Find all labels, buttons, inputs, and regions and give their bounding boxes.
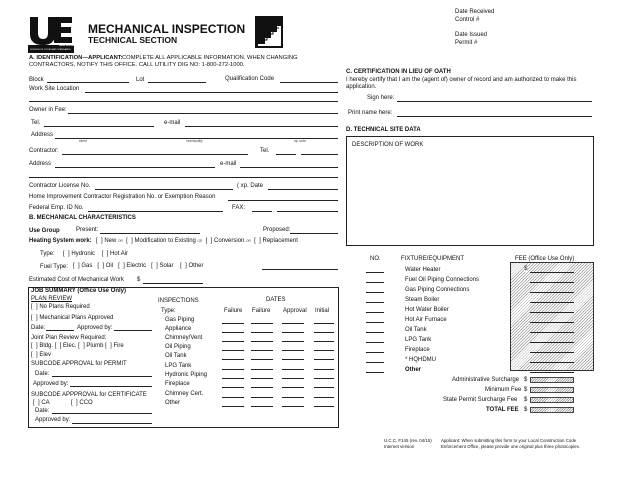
inspection-row-label: Chimney/Vent bbox=[165, 335, 203, 341]
section-d-heading: D. TECHNICAL SITE DATA bbox=[346, 127, 421, 133]
fixture-row-label: Oil Tank bbox=[405, 327, 427, 333]
inspection-date-field[interactable] bbox=[314, 397, 334, 398]
certificate-options-row bbox=[33, 400, 93, 406]
present-label: Present: bbox=[76, 227, 99, 233]
estimated-cost-dollar: $ bbox=[137, 277, 141, 283]
work-site-location-label: Work Site Location bbox=[29, 86, 80, 92]
inspections-heading: INSPECTIONS bbox=[158, 298, 199, 304]
fixture-row-label: Other bbox=[405, 367, 422, 373]
inspection-date-field[interactable] bbox=[251, 359, 273, 360]
inspection-date-field[interactable] bbox=[282, 378, 304, 379]
hydronic-checkbox[interactable]: [ ] bbox=[63, 251, 70, 257]
inspection-date-field[interactable] bbox=[222, 406, 244, 407]
modification-checkbox[interactable]: [ ] bbox=[124, 238, 133, 244]
applicant-note-2: Enforcement Office, please provide one original plus three photocopies. bbox=[441, 444, 581, 449]
no-column-heading: NO. bbox=[370, 256, 381, 262]
inspection-date-field[interactable] bbox=[251, 341, 273, 342]
fixture-row-label: Gas Piping Connections bbox=[405, 287, 470, 293]
fixture-fee-field[interactable] bbox=[530, 362, 574, 363]
work-site-location-field[interactable] bbox=[85, 92, 338, 93]
inspection-date-field[interactable] bbox=[314, 387, 334, 388]
fixture-row-label: * HQHDMU bbox=[405, 357, 436, 363]
electric-checkbox[interactable]: [ ] bbox=[114, 263, 125, 269]
plan-approved-by-field[interactable] bbox=[114, 330, 152, 331]
mech-plans-row bbox=[31, 315, 113, 321]
plumb-label: Plumb bbox=[86, 343, 104, 349]
fee-dollar-sign: $ bbox=[524, 266, 528, 272]
plan-approved-by-label: Approved by: bbox=[77, 325, 113, 331]
fixture-quantity-field[interactable] bbox=[366, 352, 384, 353]
heating-options-row bbox=[96, 238, 298, 244]
section-b-heading: B. MECHANICAL CHARACTERISTICS bbox=[29, 215, 136, 221]
inspection-date-field[interactable] bbox=[282, 323, 304, 324]
plan-date-label: Date: bbox=[31, 325, 46, 331]
fixture-fee-field[interactable] bbox=[530, 282, 574, 283]
owner-in-fee-field[interactable] bbox=[68, 113, 338, 114]
fixture-fee-field[interactable] bbox=[530, 352, 574, 353]
fixture-quantity-field[interactable] bbox=[366, 292, 384, 293]
oil-checkbox[interactable]: [ ] bbox=[94, 263, 105, 269]
section-c-heading: C. CERTIFICATION IN LIEU OF OATH bbox=[346, 69, 451, 75]
state-permit-surcharge-dollar: $ bbox=[524, 397, 528, 403]
proposed-label: Proposed: bbox=[263, 227, 291, 233]
fixture-quantity-field[interactable] bbox=[366, 362, 384, 363]
replacement-option-label: Replacement bbox=[262, 238, 298, 244]
description-of-work-box[interactable] bbox=[346, 136, 594, 246]
contractor-label: Contractor: bbox=[29, 148, 59, 154]
inspection-date-field[interactable] bbox=[222, 369, 244, 370]
fixture-quantity-field[interactable] bbox=[366, 312, 384, 313]
license-no-label: Contractor License No. bbox=[29, 183, 91, 189]
inspection-date-field[interactable] bbox=[314, 350, 334, 351]
qualification-code-field[interactable] bbox=[280, 82, 338, 83]
fixture-row-label: Hot Water Boiler bbox=[405, 307, 449, 313]
inspection-date-field[interactable] bbox=[222, 341, 244, 342]
fixture-row-label: Fuel Oil Piping Connections bbox=[405, 277, 480, 283]
job-summary-title: JOB SUMMARY (Office Use Only) bbox=[31, 288, 127, 294]
cco-checkbox[interactable]: [ ] bbox=[51, 400, 78, 406]
total-fee-label: TOTAL FEE bbox=[486, 407, 519, 413]
license-no-field[interactable] bbox=[95, 189, 233, 190]
inspection-date-field[interactable] bbox=[222, 378, 244, 379]
or-label-3: OR bbox=[246, 239, 251, 243]
elev-checkbox[interactable]: [ ] bbox=[31, 352, 38, 358]
owner-in-fee-label: Owner in Fee: bbox=[29, 107, 67, 113]
owner-tel-field[interactable] bbox=[44, 126, 154, 127]
inspection-row-label: Appliance bbox=[165, 326, 192, 332]
inspection-date-field[interactable] bbox=[251, 332, 273, 333]
state-permit-surcharge-field[interactable] bbox=[530, 397, 574, 403]
federal-emp-id-field[interactable] bbox=[88, 211, 223, 212]
owner-email-label: e-mail bbox=[164, 120, 181, 126]
joint-plan-options-row bbox=[31, 343, 124, 349]
fixture-fee-field[interactable] bbox=[530, 272, 574, 273]
estimated-cost-field[interactable] bbox=[143, 283, 203, 284]
fixture-column-heading: FIXTURE/EQUIPMENT bbox=[401, 256, 465, 262]
block-label: Block bbox=[29, 77, 44, 83]
form-title: MECHANICAL INSPECTION bbox=[88, 22, 246, 36]
contractor-email-field[interactable] bbox=[240, 167, 338, 168]
plan-date-field[interactable] bbox=[46, 330, 74, 331]
minimum-fee-dollar: $ bbox=[524, 387, 528, 393]
certificate-date-label: Date: bbox=[35, 408, 50, 414]
approval-col: Approval bbox=[283, 308, 307, 314]
fixture-row-label: LPG Tank bbox=[405, 337, 432, 343]
fixture-quantity-field[interactable] bbox=[366, 342, 384, 343]
new-option-label: New bbox=[104, 238, 117, 244]
owner-tel-label: Tel. bbox=[31, 120, 41, 126]
fixture-fee-field[interactable] bbox=[530, 302, 574, 303]
inspection-row-label: LPG Tank bbox=[165, 363, 192, 369]
replacement-checkbox[interactable]: [ ] bbox=[252, 238, 261, 244]
certificate-date-field[interactable] bbox=[52, 413, 152, 414]
other-fuel-checkbox[interactable]: [ ] bbox=[175, 263, 187, 269]
fixture-quantity-field[interactable] bbox=[366, 302, 384, 303]
oil-option-label: Oil bbox=[105, 263, 114, 269]
section-a-instructions-1: COMPLETE ALL APPLICABLE INFORMATION. WHEN CHANGING bbox=[122, 55, 298, 61]
fixture-quantity-field[interactable] bbox=[366, 332, 384, 333]
inspection-date-field[interactable] bbox=[222, 387, 244, 388]
total-fee-dollar: $ bbox=[524, 407, 528, 413]
inspection-date-field[interactable] bbox=[282, 332, 304, 333]
ca-label: CA bbox=[41, 400, 50, 406]
federal-emp-id-label: Federal Emp. ID No. bbox=[29, 205, 84, 211]
solar-option-label: Solar bbox=[159, 263, 174, 269]
use-group-label: Use Group bbox=[29, 228, 60, 234]
lot-label: Lot bbox=[136, 77, 145, 83]
fax-label: FAX: bbox=[232, 205, 246, 211]
fixture-fee-field[interactable] bbox=[530, 292, 574, 293]
inspection-date-field[interactable] bbox=[282, 406, 304, 407]
hot-air-checkbox[interactable]: [ ] bbox=[96, 251, 109, 257]
no-plans-row bbox=[31, 304, 90, 310]
inspection-date-field[interactable] bbox=[222, 350, 244, 351]
contractor-address-label: Address bbox=[29, 161, 52, 167]
certificate-approved-by-field[interactable] bbox=[72, 423, 152, 424]
permit-date-field[interactable] bbox=[52, 376, 152, 377]
nj-dca-logo bbox=[28, 15, 77, 53]
admin-surcharge-field[interactable] bbox=[530, 377, 574, 383]
logo-caption: NEW JERSEY bbox=[59, 44, 77, 47]
fuel-type-label: Fuel Type: bbox=[40, 264, 68, 270]
inspection-date-field[interactable] bbox=[282, 350, 304, 351]
joint-plan-review-label: Joint Plan Review Required: bbox=[31, 335, 107, 341]
certification-text-1: I hereby certify that I am the (agent of) owner of record and am authorized to make this bbox=[346, 77, 577, 83]
lot-field[interactable] bbox=[148, 82, 206, 83]
mech-plans-checkbox[interactable]: [ ] bbox=[31, 315, 38, 321]
contractor-tel-field-2[interactable] bbox=[301, 154, 338, 155]
applicant-note-1: Applicant: When submitting this form to your Local Construction Code bbox=[441, 438, 577, 443]
inspection-date-field[interactable] bbox=[251, 397, 273, 398]
inspection-date-field[interactable] bbox=[282, 397, 304, 398]
conversion-option-label: Conversion bbox=[214, 238, 245, 244]
electric-option-label: Electric bbox=[126, 263, 147, 269]
certificate-approved-by-label: Approved by: bbox=[35, 417, 71, 423]
gas-checkbox[interactable]: [ ] bbox=[73, 263, 80, 269]
fixture-fee-field[interactable] bbox=[530, 332, 574, 333]
fixture-quantity-field[interactable] bbox=[366, 372, 384, 373]
block-field[interactable] bbox=[47, 82, 129, 83]
type-options-row bbox=[63, 251, 128, 257]
inspection-row-label: Other bbox=[165, 400, 181, 406]
hot-air-option-label: Hot Air bbox=[110, 251, 129, 257]
new-checkbox[interactable]: [ ] bbox=[96, 238, 103, 244]
inspection-row-label: Chimney Cert. bbox=[165, 391, 204, 397]
address-zip-caption: zip code bbox=[294, 139, 306, 143]
admin-surcharge-label: Administrative Surcharge bbox=[452, 377, 520, 383]
plumb-checkbox[interactable]: [ ] bbox=[78, 343, 85, 349]
fax-field-2[interactable] bbox=[277, 211, 338, 212]
inspection-date-field[interactable] bbox=[282, 387, 304, 388]
inspection-date-field[interactable] bbox=[251, 387, 273, 388]
ca-checkbox[interactable]: [ ] bbox=[33, 400, 40, 406]
cco-label: CCO bbox=[79, 400, 93, 406]
certification-text-2: application. bbox=[346, 84, 377, 90]
permit-number-label: Permit # bbox=[455, 40, 478, 46]
admin-surcharge-dollar: $ bbox=[524, 377, 528, 383]
plan-review-label: PLAN REVIEW bbox=[31, 296, 73, 302]
hydronic-option-label: Hydronic bbox=[71, 251, 96, 257]
no-plans-checkbox[interactable]: [ ] bbox=[31, 304, 38, 310]
fixture-row-label: Hot Air Furnace bbox=[405, 317, 447, 323]
fixture-quantity-field[interactable] bbox=[366, 282, 384, 283]
stairs-icon bbox=[255, 16, 283, 48]
home-improvement-field[interactable] bbox=[228, 200, 338, 201]
estimated-cost-label: Estimated Cost of Mechanical Work bbox=[29, 277, 124, 283]
inspection-date-field[interactable] bbox=[251, 323, 273, 324]
separator-line bbox=[29, 101, 338, 102]
modification-option-label: Modification to Existing bbox=[134, 238, 196, 244]
solar-checkbox[interactable]: [ ] bbox=[147, 263, 158, 269]
fixture-row-label: Steam Boiler bbox=[405, 297, 440, 303]
inspection-date-field[interactable] bbox=[251, 350, 273, 351]
failure-col-1: Failure bbox=[224, 308, 243, 314]
type-label: Type: bbox=[40, 251, 55, 257]
total-fee-field[interactable] bbox=[530, 407, 574, 413]
or-label-2: OR bbox=[197, 239, 203, 243]
address-street-caption: street bbox=[79, 139, 87, 143]
inspection-date-field[interactable] bbox=[222, 323, 244, 324]
inspection-row-label: Oil Piping bbox=[165, 344, 191, 350]
form-subtitle: TECHNICAL SECTION bbox=[88, 35, 178, 45]
failure-col-2: Failure bbox=[252, 308, 271, 314]
inspection-date-field[interactable] bbox=[314, 332, 334, 333]
fire-label: Fire bbox=[113, 343, 124, 349]
inspection-date-field[interactable] bbox=[282, 359, 304, 360]
inspection-date-field[interactable] bbox=[314, 323, 334, 324]
logo-subcaption: DIVISION OF CODES AND STANDARDS bbox=[30, 49, 71, 51]
inspection-row-label: Oil Tank bbox=[165, 353, 187, 359]
dates-heading: DATES bbox=[266, 297, 286, 303]
fax-field-1[interactable] bbox=[252, 211, 272, 212]
conversion-checkbox[interactable]: [ ] bbox=[204, 238, 213, 244]
exp-date-label: ( xp. Date bbox=[237, 183, 264, 189]
date-received-label: Date Received bbox=[455, 9, 495, 15]
fee-column-hatched-area bbox=[510, 262, 594, 371]
control-number-label: Control # bbox=[455, 17, 480, 23]
contractor-tel-field-1[interactable] bbox=[276, 154, 296, 155]
qualification-code-label: Qualification Code bbox=[225, 76, 275, 82]
bldg-label: Bldg. bbox=[39, 343, 54, 349]
address-municipality-caption: municipality bbox=[186, 139, 203, 143]
inspection-date-field[interactable] bbox=[314, 369, 334, 370]
elec-label: Elec. bbox=[63, 343, 77, 349]
contractor-email-label: e-mail bbox=[220, 161, 237, 167]
permit-approved-by-label: Approved by: bbox=[33, 381, 69, 387]
inspection-date-field[interactable] bbox=[314, 378, 334, 379]
contractor-field[interactable] bbox=[62, 154, 248, 155]
owner-email-field[interactable] bbox=[185, 126, 338, 127]
no-plans-label: No Plans Required bbox=[39, 304, 90, 310]
fixture-fee-field[interactable] bbox=[530, 342, 574, 343]
section-a-heading: A. IDENTIFICATION—APPLICANT: bbox=[29, 55, 123, 61]
elec-checkbox[interactable]: [ ] bbox=[54, 343, 62, 349]
inspection-row-label: Fireplace bbox=[165, 381, 190, 387]
form-version: Internet version bbox=[384, 444, 415, 449]
print-name-label: Print name here: bbox=[348, 110, 393, 116]
fixture-fee-field[interactable] bbox=[530, 372, 574, 373]
initial-col: Initial bbox=[315, 308, 330, 314]
fixture-fee-field[interactable] bbox=[530, 312, 574, 313]
owner-address-label: Address bbox=[31, 132, 54, 138]
bldg-checkbox[interactable]: [ ] bbox=[31, 343, 38, 349]
inspection-date-field[interactable] bbox=[251, 378, 273, 379]
inspection-date-field[interactable] bbox=[222, 359, 244, 360]
fee-column-heading: FEE (Office Use Only) bbox=[515, 256, 575, 262]
proposed-field[interactable] bbox=[290, 233, 338, 234]
elev-label: Elev bbox=[39, 352, 52, 358]
fire-checkbox[interactable]: [ ] bbox=[105, 343, 112, 349]
present-field[interactable] bbox=[100, 233, 200, 234]
inspection-date-field[interactable] bbox=[251, 369, 273, 370]
section-a-instructions-2: CONTRACTORS, NOTIFY THIS OFFICE. CALL UTILITY DIG NO: 1-800-272-1000. bbox=[29, 62, 245, 68]
inspection-row-label: Gas Piping bbox=[165, 317, 195, 323]
permit-approved-by-field[interactable] bbox=[70, 386, 152, 387]
inspection-date-field[interactable] bbox=[314, 406, 334, 407]
inspection-row-label: Hydronic Piping bbox=[165, 372, 208, 378]
state-permit-surcharge-label: State Permit Surcharge Fee bbox=[443, 397, 518, 403]
mech-plans-approved-label: Mechanical Plans Approved bbox=[39, 315, 114, 321]
or-label-1: OR bbox=[118, 239, 123, 243]
form-number: U.C.C. F145 (rev. 04/15) bbox=[384, 438, 432, 443]
sign-here-label: Sign here: bbox=[367, 95, 395, 101]
fixture-quantity-field[interactable] bbox=[366, 322, 384, 323]
fuel-options-row bbox=[73, 263, 204, 269]
inspection-date-field[interactable] bbox=[314, 341, 334, 342]
inspection-date-field[interactable] bbox=[282, 369, 304, 370]
inspection-date-field[interactable] bbox=[222, 397, 244, 398]
signature-field[interactable] bbox=[397, 101, 592, 102]
inspection-date-field[interactable] bbox=[222, 332, 244, 333]
fixture-quantity-field[interactable] bbox=[366, 272, 384, 273]
contractor-tel-label: Tel. bbox=[260, 148, 270, 154]
gas-option-label: Gas bbox=[81, 263, 93, 269]
other-fuel-field[interactable] bbox=[262, 269, 338, 270]
separator-line-2 bbox=[29, 177, 338, 178]
fixture-row-label: Water Heater bbox=[405, 267, 441, 273]
inspection-type-heading: Type: bbox=[161, 308, 176, 314]
date-issued-label: Date Issued bbox=[455, 32, 488, 38]
heating-system-work-label: Heating System work: bbox=[29, 238, 92, 244]
inspection-date-field[interactable] bbox=[314, 359, 334, 360]
subcode-permit-label: SUBCODE APPROVAL for PERMIT bbox=[31, 361, 127, 367]
other-fuel-option-label: Other bbox=[188, 263, 204, 269]
description-of-work-label: DESCRIPTION OF WORK bbox=[352, 142, 424, 148]
home-improvement-label: Home Improvement Contractor Registration No. or Exemption Reason bbox=[29, 194, 216, 200]
exp-date-field[interactable] bbox=[268, 189, 338, 190]
inspection-date-field[interactable] bbox=[251, 406, 273, 407]
print-name-field[interactable] bbox=[397, 116, 592, 117]
permit-date-label: Date: bbox=[35, 371, 50, 377]
subcode-certificate-label: SUBCODE APPPROVAL for CERTIFICATE bbox=[31, 392, 147, 398]
fixture-row-label: Fireplace bbox=[405, 347, 430, 353]
elev-row bbox=[31, 352, 51, 358]
minimum-fee-field[interactable] bbox=[530, 387, 574, 393]
minimum-fee-label: Minimum Fee bbox=[485, 387, 522, 393]
contractor-address-field[interactable] bbox=[55, 167, 215, 168]
inspection-date-field[interactable] bbox=[282, 341, 304, 342]
fixture-fee-field[interactable] bbox=[530, 322, 574, 323]
